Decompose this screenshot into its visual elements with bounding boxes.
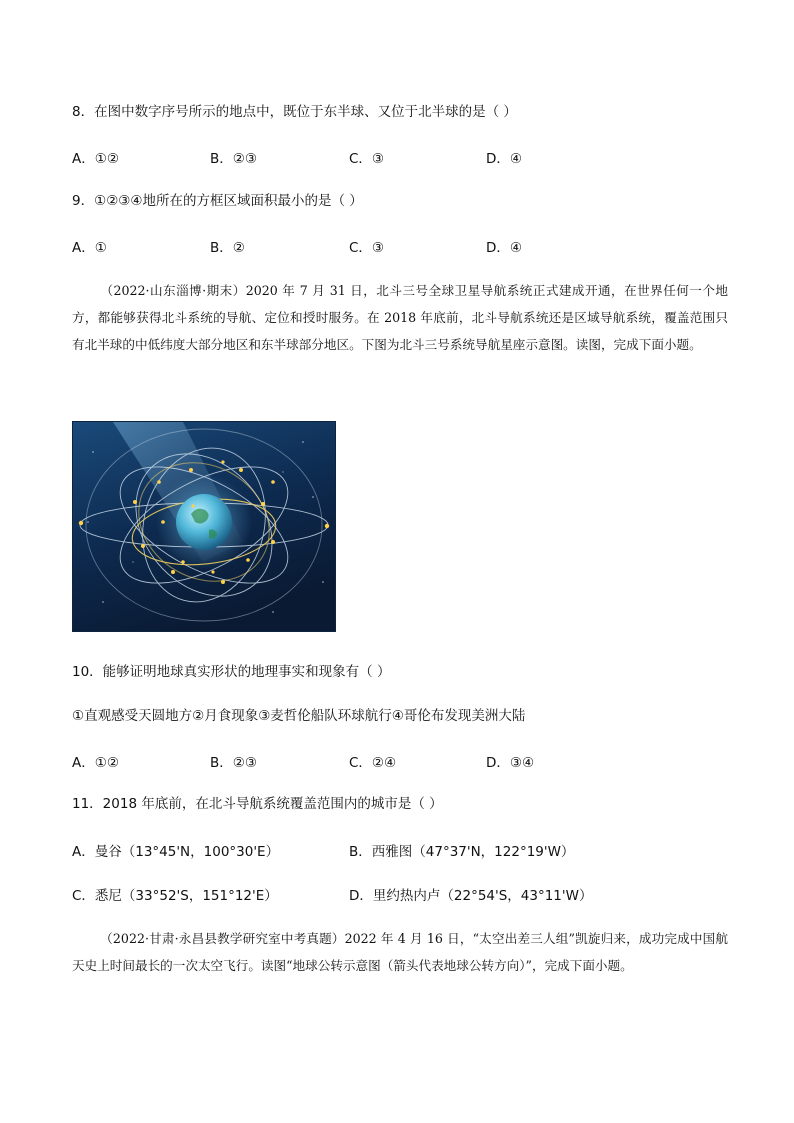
q11-option-a[interactable]: A．曼谷（13°45'N，100°30'E） xyxy=(72,844,280,860)
q10-option-a[interactable]: A．①② xyxy=(72,755,119,771)
question-9-stem: 9．①②③④地所在的方框区域面积最小的是（ ） xyxy=(72,193,363,209)
q9-option-d[interactable]: D．④ xyxy=(486,240,522,256)
beidou-constellation-image xyxy=(73,422,336,632)
passage-space-flight-text: （2022·甘肃·永昌县教学研究室中考真题）2022 年 4 月 16 日，“太空出差三人组”凯旋归来，成功完成中国航天史上时间最长的一次太空飞行。读图“地球公转示意图（箭头代表地球公转方向）”，完成下面小题。 xyxy=(72,931,728,973)
q10-option-c[interactable]: C．②④ xyxy=(349,755,397,771)
q8-option-b[interactable]: B．②③ xyxy=(210,151,257,167)
q10-option-d[interactable]: D．③④ xyxy=(486,755,535,771)
question-10-options xyxy=(72,751,732,769)
question-11-options-row1 xyxy=(72,840,732,858)
question-11-options-row2 xyxy=(72,884,732,902)
q11-option-b[interactable]: B．西雅图（47°37'N，122°19'W） xyxy=(349,844,575,860)
passage-beidou-text: （2022·山东淄博·期末）2020 年 7 月 31 日，北斗三号全球卫星导航系统正式建成开通，在世界任何一个地方，都能够获得北斗系统的导航、定位和授时服务。在 2018 年底前，北斗导航系统还是区域导航系统，覆盖范围只有北半球的中低纬度大部分地区和东半球部分地区。下图为北斗三号系统导航星座示意图。读图，完成下面小题。 xyxy=(72,283,728,352)
question-10-facts: ①直观感受天圆地方②月食现象③麦哲伦船队环球航行④哥伦布发现美洲大陆 xyxy=(72,708,526,724)
question-9-options xyxy=(72,236,732,254)
q9-option-c[interactable]: C．③ xyxy=(349,240,385,256)
q8-option-d[interactable]: D．④ xyxy=(486,151,522,167)
q10-option-b[interactable]: B．②③ xyxy=(210,755,257,771)
question-11-stem: 11．2018 年底前，在北斗导航系统覆盖范围内的城市是（ ） xyxy=(72,796,443,812)
q8-option-a[interactable]: A．①② xyxy=(72,151,119,167)
question-10-stem: 10．能够证明地球真实形状的地理事实和现象有（ ） xyxy=(72,664,391,680)
passage-space-flight xyxy=(72,925,728,979)
beidou-constellation-figure xyxy=(72,421,336,632)
q11-option-d[interactable]: D．里约热内卢（22°54'S，43°11'W） xyxy=(349,888,593,904)
q9-option-a[interactable]: A．① xyxy=(72,240,107,256)
q9-option-b[interactable]: B．② xyxy=(210,240,245,256)
q11-option-c[interactable]: C．悉尼（33°52'S，151°12'E） xyxy=(72,888,278,904)
q8-option-c[interactable]: C．③ xyxy=(349,151,385,167)
question-8-options xyxy=(72,147,732,165)
question-8-stem: 8．在图中数字序号所示的地点中，既位于东半球、又位于北半球的是（ ） xyxy=(72,104,517,120)
passage-beidou xyxy=(72,277,728,358)
